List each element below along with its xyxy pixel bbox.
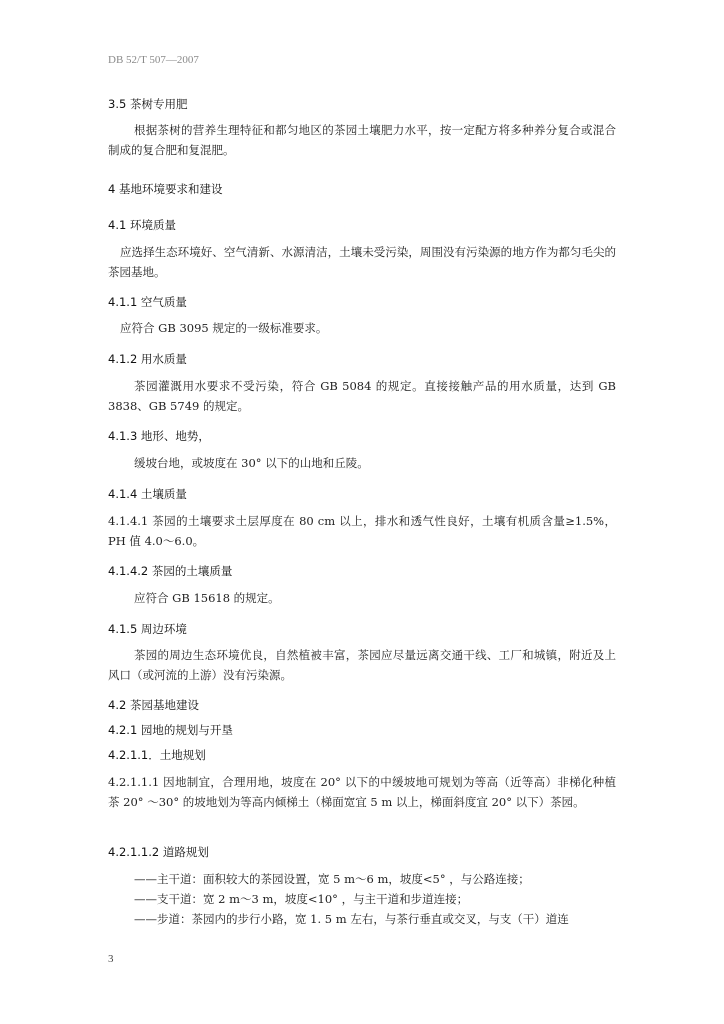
section-heading: 4.1.2 用水质量 <box>108 352 187 366</box>
paragraph: 茶园的周边生态环境优良，自然植被丰富，茶园应尽量远离交通干线、工厂和城镇，附近及上风口（或河流的上游）没有污染源。 <box>108 648 616 682</box>
paragraph: 应选择生态环境好、空气清新、水源清洁，土壤未受污染，周围没有污染源的地方作为都匀毛尖的茶园基地。 <box>108 245 616 279</box>
paragraph: 4.2.1.1.1 因地制宜，合理用地，坡度在 20° 以下的中缓坡地可规划为等高（近等高）非梯化种植茶 20° ～30° 的坡地划为等高内倾梯土（梯面宽宜 5 m 以上，梯面斜度宜 20° 以下）茶园。 <box>108 775 616 809</box>
paragraph: 4.1.4.1 茶园的土壤要求土层厚度在 80 cm 以上，排水和透气性良好，土壤有机质含量≥1.5%，PH 值 4.0～6.0。 <box>108 514 616 548</box>
section-heading: 4.1.5 周边环境 <box>108 622 187 636</box>
list-item: ——步道：茶园内的步行小路，宽 1. 5 m 左右，与茶行垂直或交叉，与支（干）道连 <box>134 912 569 926</box>
section-heading: 4.1 环境质量 <box>108 218 176 232</box>
section-heading: 3.5 茶树专用肥 <box>108 97 188 111</box>
section-heading: 4.2.1.1.2 道路规划 <box>108 845 209 859</box>
paragraph: 茶园灌溉用水要求不受污染，符合 GB 5084 的规定。直接接触产品的用水质量，达到 GB 3838、GB 5749 的规定。 <box>108 379 616 413</box>
section-heading: 4.1.4.2 茶园的土壤质量 <box>108 564 233 578</box>
paragraph: 根据茶树的营养生理特征和都匀地区的茶园土壤肥力水平，按一定配方将多种养分复合或混合制成的复合肥和复混肥。 <box>108 123 616 157</box>
page-number: 3 <box>108 953 114 965</box>
list-item: ——支干道：宽 2 m～3 m，坡度<10° ，与主干道和步道连接； <box>134 892 469 906</box>
section-heading: 4.1.4 土壤质量 <box>108 487 187 501</box>
section-heading: 4.1.1 空气质量 <box>108 295 187 309</box>
paragraph: 应符合 GB 3095 规定的一级标准要求。 <box>120 321 328 335</box>
paragraph: 应符合 GB 15618 的规定。 <box>134 591 280 605</box>
standard-code-header: DB 52/T 507—2007 <box>108 54 199 66</box>
list-item: ——主干道：面积较大的茶园设置，宽 5 m～6 m，坡度<5° ，与公路连接； <box>134 872 530 886</box>
section-heading: 4.1.3 地形、地势， <box>108 429 210 443</box>
section-heading: 4 基地环境要求和建设 <box>108 182 223 196</box>
paragraph: 缓坡台地，或坡度在 30° 以下的山地和丘陵。 <box>134 456 369 470</box>
section-heading: 4.2.1.1．土地规划 <box>108 748 206 762</box>
section-heading: 4.2.1 园地的规划与开垦 <box>108 723 233 737</box>
section-heading: 4.2 茶园基地建设 <box>108 698 199 712</box>
